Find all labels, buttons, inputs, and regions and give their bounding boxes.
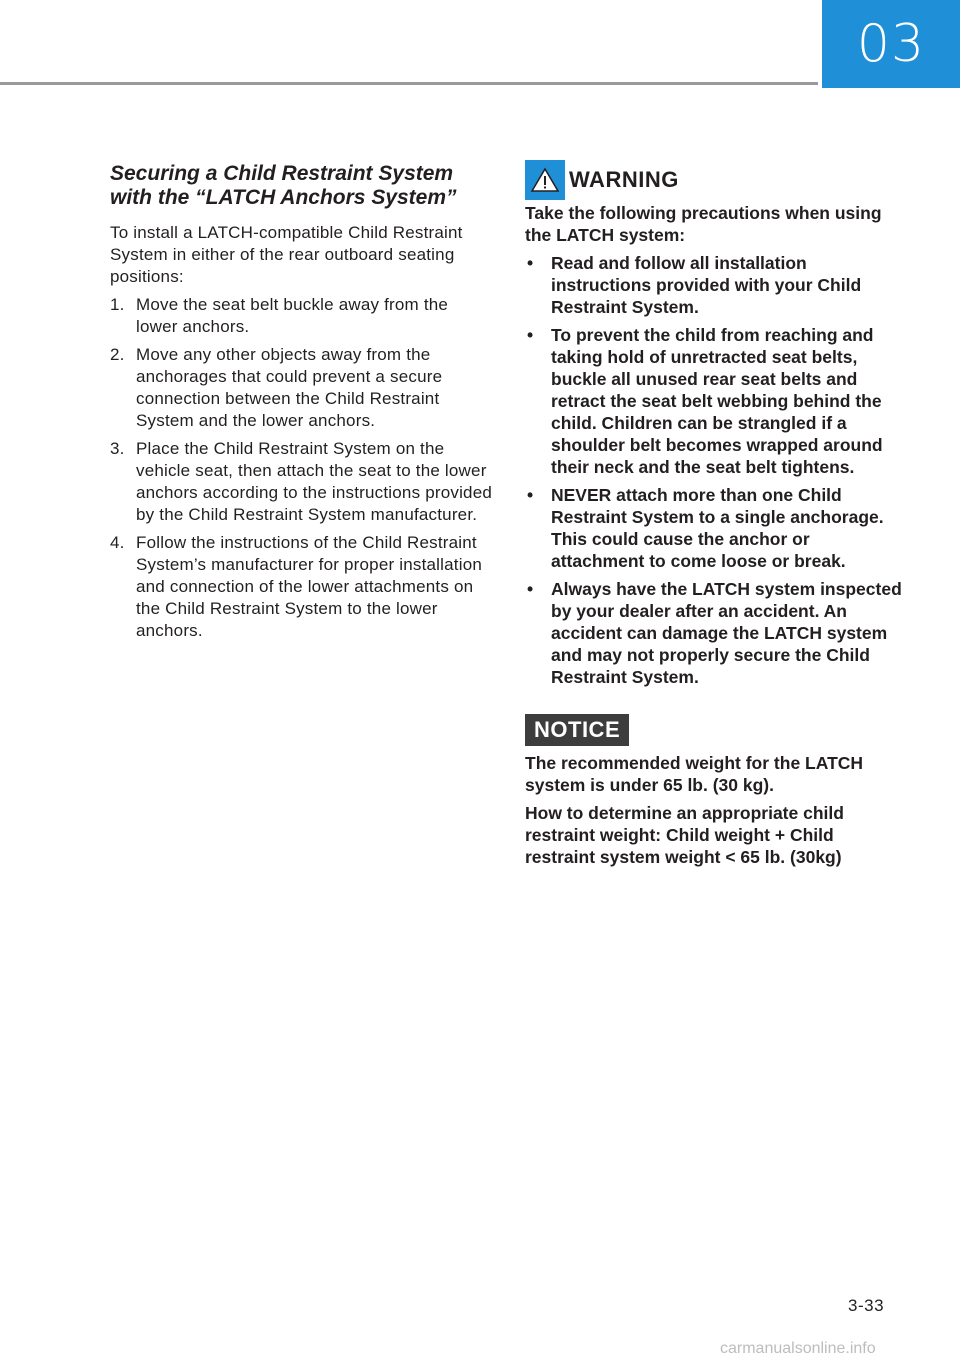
warning-header bbox=[525, 160, 905, 200]
steps-list bbox=[110, 294, 492, 642]
bullet-text: Read and follow all installation instructions provided with your Child Restraint System. bbox=[551, 253, 862, 317]
warning-lead: Take the following precautions when using the LATCH system: bbox=[525, 203, 882, 245]
bullet-text: Always have the LATCH system inspected by your dealer after an accident. An accident can damage the LATCH system and may not properly secure the Child Restraint System. bbox=[551, 579, 902, 687]
step-text: Move any other objects away from the anchorages that could prevent a secure connection between the Child Restraint System and the lower anchors. bbox=[136, 345, 443, 430]
list-item bbox=[525, 484, 905, 572]
list-item bbox=[525, 252, 905, 318]
list-item bbox=[525, 578, 905, 688]
bullet-dot: • bbox=[527, 485, 534, 505]
step-number: 4. bbox=[110, 533, 125, 552]
list-item bbox=[110, 344, 492, 432]
chapter-tab: 03 bbox=[822, 0, 960, 88]
bullet-text: To prevent the child from reaching and taking hold of unretracted seat belts, buckle all unused rear seat belts and retract the seat belt webbing behind the child. Children can be strangled if a shoulder belt becomes wrapped around their neck and the seat belt tightens. bbox=[551, 325, 883, 477]
list-item bbox=[110, 438, 492, 526]
watermark: carmanualsonline.info bbox=[720, 1340, 876, 1357]
section-title: Securing a Child Restraint System with the “LATCH Anchors System” bbox=[110, 162, 457, 209]
right-column bbox=[525, 160, 905, 874]
warning-triangle-icon bbox=[525, 160, 565, 200]
warning-bullets bbox=[525, 252, 905, 688]
step-number: 3. bbox=[110, 439, 125, 458]
step-text: Move the seat belt buckle away from the lower anchors. bbox=[136, 295, 449, 336]
notice-paragraph: The recommended weight for the LATCH system is under 65 lb. (30 kg). bbox=[525, 753, 864, 795]
step-number: 2. bbox=[110, 345, 125, 364]
bullet-dot: • bbox=[527, 579, 534, 599]
step-text: Follow the instructions of the Child Restraint System’s manufacturer for proper installation and connection of the lower attachments on the Child Restraint System to the lower anchors. bbox=[136, 533, 483, 640]
page-number: 3-33 bbox=[848, 1296, 885, 1315]
step-number: 1. bbox=[110, 295, 125, 314]
list-item bbox=[525, 324, 905, 478]
left-column bbox=[110, 162, 492, 648]
bullet-dot: • bbox=[527, 253, 534, 273]
intro-paragraph: To install a LATCH-compatible Child Restraint System in either of the rear outboard seating positions: bbox=[110, 223, 463, 286]
list-item bbox=[110, 294, 492, 338]
notice-paragraph: How to determine an appropriate child restraint weight: Child weight + Child restraint system weight < 65 lb. (30kg) bbox=[525, 803, 844, 867]
notice-badge: NOTICE bbox=[525, 714, 629, 746]
warning-title: WARNING bbox=[569, 167, 679, 192]
bullet-dot: • bbox=[527, 325, 534, 345]
list-item bbox=[110, 532, 492, 642]
step-text: Place the Child Restraint System on the vehicle seat, then attach the seat to the lower anchors according to the instructions provided by the Child Restraint System manufacturer. bbox=[136, 439, 493, 524]
bullet-text: NEVER attach more than one Child Restraint System to a single anchorage. This could cause the anchor or attachment to come loose or break. bbox=[551, 485, 884, 571]
header-rule bbox=[0, 82, 818, 85]
